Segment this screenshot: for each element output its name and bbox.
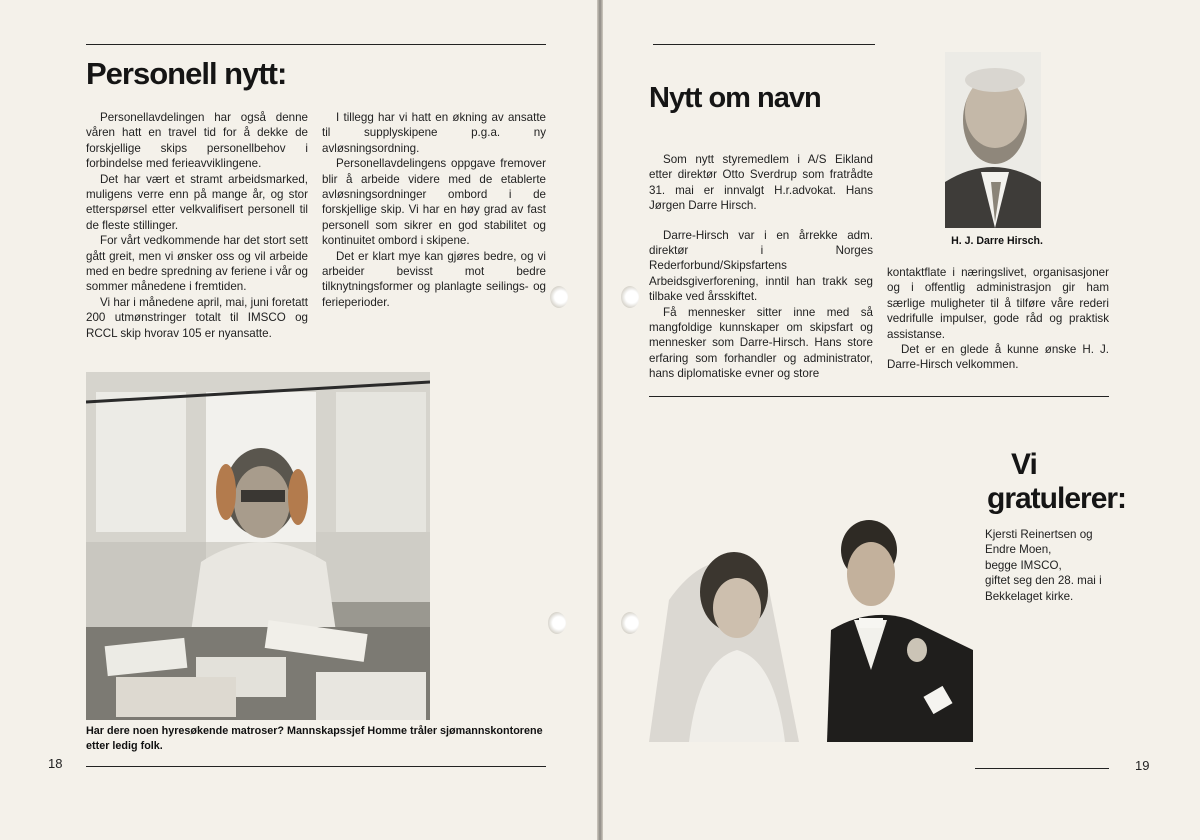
paragraph: Vi har i månedene april, mai, juni foretatt 200 utmønstringer totalt til IMSCO og RCCL skip hvorav 105 er nyansatte. bbox=[86, 295, 308, 340]
paragraph: I tillegg har vi hatt en økning av ansatte til supplyskipene p.g.a. ny avløsningsordning. bbox=[322, 111, 546, 155]
congrats-line: Bekkelaget kirke. bbox=[985, 589, 1074, 603]
paragraph: kontaktflate i næringslivet, organisasjoner og i offentlig administrasjon gir ham særlige muligheter til å tilføre våre rederi vedrifulle impulser, gode råd og praktisk assistanse. bbox=[887, 266, 1109, 341]
left-page bbox=[0, 0, 597, 840]
paragraph: Personellavdelingen har også denne våren hatt en travel tid for å dekke de forskjellige skips personellbehov i forbindelse med ferieavviklingene. bbox=[86, 111, 308, 171]
article-column-1 bbox=[649, 152, 873, 382]
binder-hole-icon bbox=[621, 286, 639, 308]
paragraph: For vårt vedkommende har det stort sett gått greit, men vi ønsker oss og vil arbeide med en bedre spredning av feriene i vår og sommer månedene i fremtiden. bbox=[86, 234, 308, 294]
page-number: 18 bbox=[48, 756, 63, 771]
photo-caption: Har dere noen hyresøkende matroser? Mannskapssjef Homme tråler sjømannskontorene etter ledig folk. bbox=[86, 725, 543, 752]
congrats-line: begge IMSCO, bbox=[985, 558, 1062, 572]
paragraph: Det er klart mye kan gjøres bedre, og vi arbeider bevisst mot bedre tilknytningsformer og planlagte seilings- og ferieperioder. bbox=[322, 249, 546, 309]
bottom-rule bbox=[86, 766, 546, 767]
bottom-rule bbox=[975, 768, 1109, 769]
binder-hole-icon bbox=[550, 286, 568, 308]
congrats-title-line: gratulerer: bbox=[987, 482, 1127, 515]
paragraph: Som nytt styremedlem i A/S Eikland etter direktør Otto Sverdrup som fratrådte 31. mai er innvalgt H.r.advokat. Hans Jørgen Darre Hirsch. bbox=[649, 153, 873, 213]
paragraph: Det har vært et stramt arbeidsmarked, muligens verre enn på mange år, og stor etterspørsel etter velkvalifisert personell til de fleste stillinger. bbox=[86, 172, 308, 232]
office-photo bbox=[86, 372, 430, 720]
congrats-line: Kjersti Reinertsen og bbox=[985, 528, 1093, 541]
paragraph: Få mennesker sitter inne med så mangfoldige kunnskaper om skipsfart og mennesker som Darre-Hirsch. Hans store erfaring som forhandler og administrator, hans diplomatiske evner og store bbox=[649, 305, 873, 381]
congrats-title-line: Vi bbox=[1011, 448, 1037, 481]
portrait-caption: H. J. Darre Hirsch. bbox=[951, 235, 1043, 247]
section-rule bbox=[649, 396, 1109, 397]
top-rule bbox=[653, 44, 875, 45]
article-column-2 bbox=[322, 110, 546, 310]
article-column-1 bbox=[86, 110, 308, 341]
paragraph: Darre-Hirsch var i en årrekke adm. direktør i Norges Rederforbund/Skipsfartens Arbeidsgiverforening, inntil han trakk seg tilbake ved årsskiftet. bbox=[649, 228, 873, 304]
binder-hole-icon bbox=[621, 612, 639, 634]
article-column-2 bbox=[887, 265, 1109, 373]
paragraph: Personellavdelingens oppgave fremover blir å arbeide videre med de etablerte avløsningsordninger ombord i de forskjellige skip. Vi har en høy grad av fast personell som sikrer en god stabilitet og kontinuitet ombord i skipene. bbox=[322, 157, 546, 248]
congrats-line: giftet seg den 28. mai i bbox=[985, 574, 1102, 588]
binder-hole-icon bbox=[548, 612, 566, 634]
congrats-title bbox=[987, 448, 1127, 516]
congrats-text bbox=[985, 527, 1125, 604]
congrats-line: Endre Moen, bbox=[985, 543, 1052, 557]
top-rule bbox=[86, 44, 546, 45]
page-title: Nytt om navn bbox=[649, 82, 821, 114]
page-title: Personell nytt: bbox=[86, 56, 287, 91]
wedding-photo bbox=[649, 510, 973, 742]
page-number: 19 bbox=[1135, 758, 1150, 773]
portrait-photo bbox=[945, 52, 1041, 228]
paragraph: Det er en glede å kunne ønske H. J. Darre-Hirsch velkommen. bbox=[887, 343, 1109, 372]
right-page bbox=[603, 0, 1200, 840]
